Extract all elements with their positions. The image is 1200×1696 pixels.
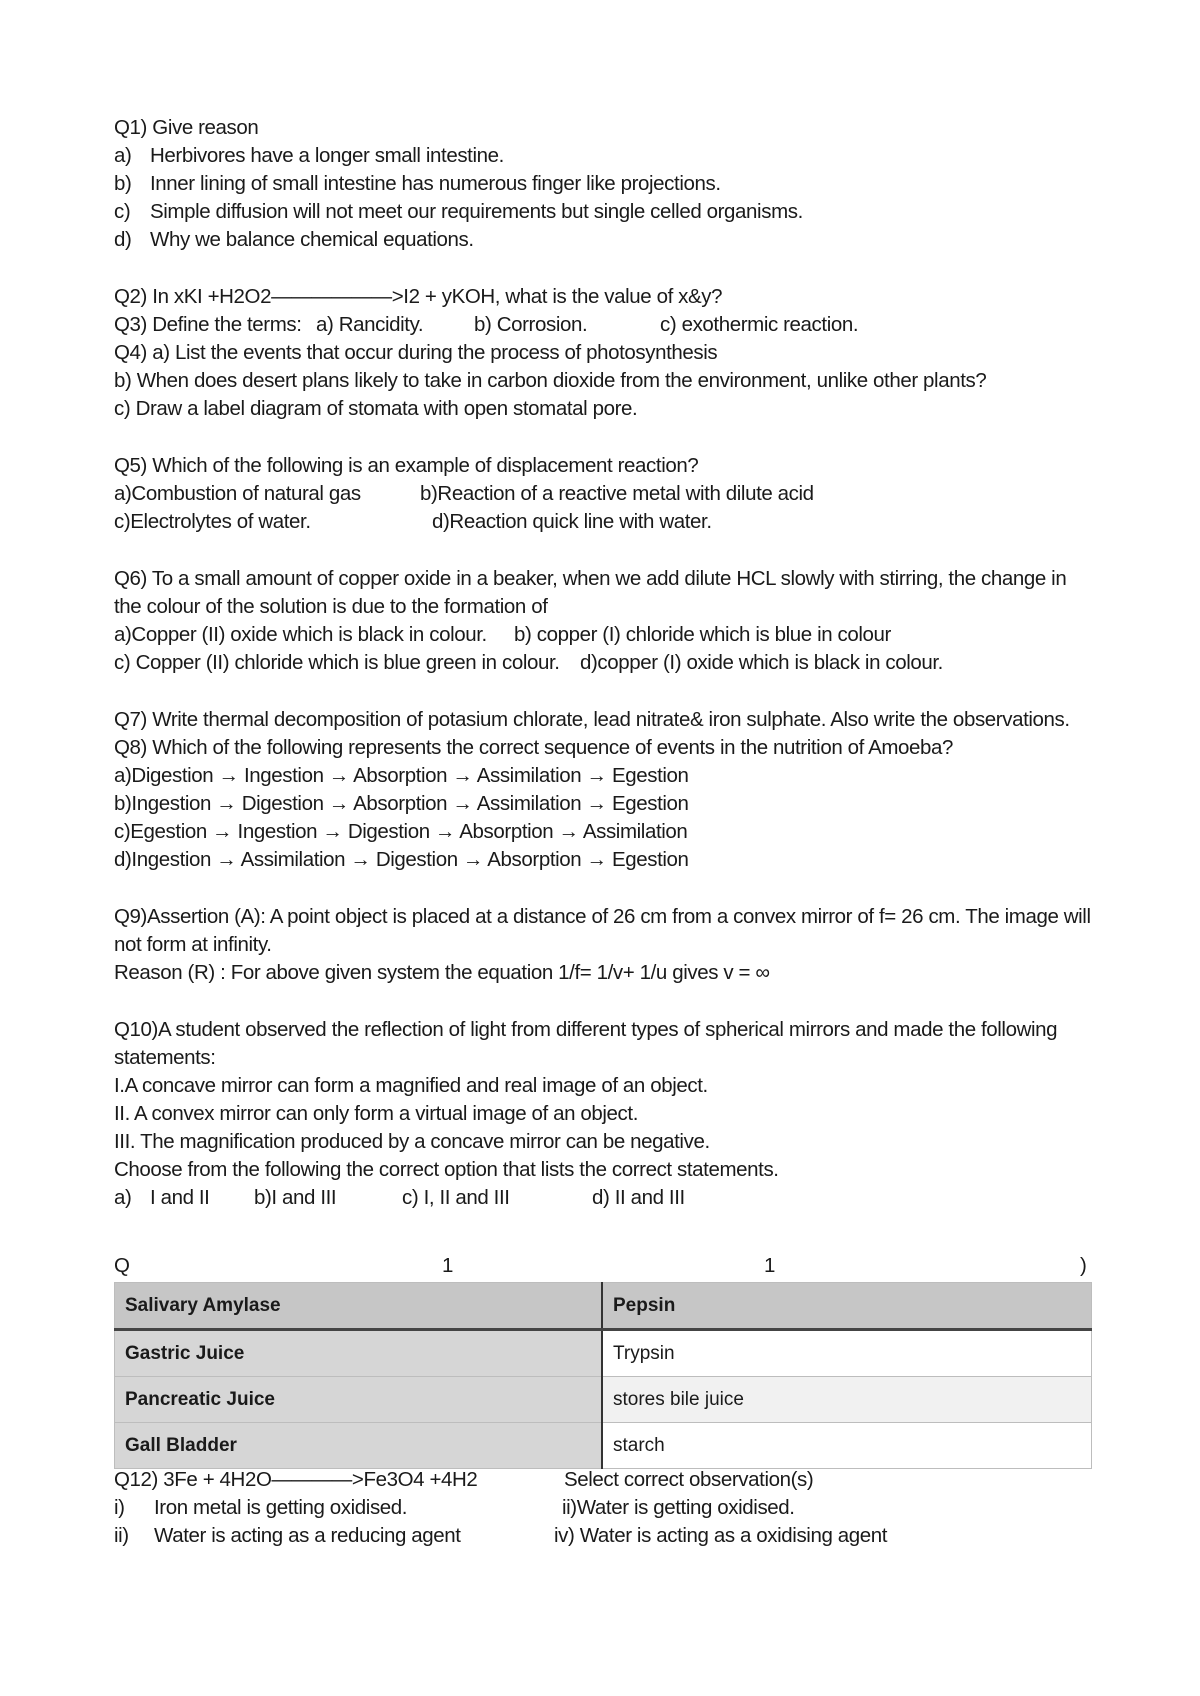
q11-label: Q	[114, 1254, 130, 1277]
q9-reason: Reason (R) : For above given system the equation 1/f= 1/v+ 1/u gives v = ∞	[114, 961, 770, 984]
q5-option-b: b)Reaction of a reactive metal with dilute acid	[420, 482, 814, 505]
table-cell-left: Gastric Juice	[115, 1330, 603, 1377]
q4-a: Q4) a) List the events that occur during the process of photosynthesis	[114, 341, 718, 364]
table-cell-right: Trypsin	[602, 1330, 1092, 1377]
table-cell-right: Pepsin	[602, 1283, 1092, 1330]
q8-option-b: b)Ingestion → Digestion → Absorption → Assimilation → Egestion	[114, 792, 689, 815]
q10-option-a-label: a)	[114, 1186, 132, 1209]
q10-question: Q10)A student observed the reflection of light from different types of spherical mirrors and made the following statements:	[114, 1018, 1058, 1069]
q8-option-c: c)Egestion → Ingestion → Digestion → Absorption → Assimilation	[114, 820, 688, 843]
q10-option-b: b)I and III	[254, 1186, 337, 1209]
q1-item-b: Inner lining of small intestine has numerous finger like projections.	[150, 172, 721, 195]
table-cell-left: Gall Bladder	[115, 1423, 603, 1469]
q1-title: Q1) Give reason	[114, 116, 259, 139]
q9-assertion: Q9)Assertion (A): A point object is placed at a distance of 26 cm from a convex mirror of f= 26 cm. The image will not form at infinity.	[114, 905, 1091, 956]
q4-b: b) When does desert plans likely to take in carbon dioxide from the environment, unlike other plants?	[114, 369, 987, 392]
q5-option-a: a)Combustion of natural gas	[114, 482, 361, 505]
q5-question: Q5) Which of the following is an example of displacement reaction?	[114, 454, 699, 477]
q11-marker-1: 1	[442, 1254, 454, 1277]
q12-option-i: Iron metal is getting oxidised.	[154, 1496, 408, 1519]
table-row	[115, 1283, 1092, 1330]
match-table	[114, 1282, 1092, 1469]
q6-option-d: d)copper (I) oxide which is black in colour.	[580, 651, 943, 674]
q2-text: Q2) In xKI +H2O2——————>I2 + yKOH, what is the value of x&y?	[114, 285, 723, 308]
q3-c: c) exothermic reaction.	[660, 313, 859, 336]
q3-a: a) Rancidity.	[316, 313, 424, 336]
q12-option-ii: ii)Water is getting oxidised.	[562, 1496, 795, 1519]
q12-option-iii: Water is acting as a reducing agent	[154, 1524, 461, 1547]
table-cell-right: stores bile juice	[602, 1377, 1092, 1423]
q3-lead: Q3) Define the terms:	[114, 313, 302, 336]
q10-statement-3: III. The magnification produced by a concave mirror can be negative.	[114, 1130, 710, 1153]
q12-option-i-label: i)	[114, 1496, 125, 1519]
q10-option-d: d) II and III	[592, 1186, 685, 1209]
table-cell-left: Pancreatic Juice	[115, 1377, 603, 1423]
q12-option-iv: iv) Water is acting as a oxidising agent	[554, 1524, 888, 1547]
q11-close-paren: )	[1080, 1254, 1087, 1277]
table-row	[115, 1423, 1092, 1469]
q11-marker-2: 1	[764, 1254, 776, 1277]
q6-option-c: c) Copper (II) chloride which is blue green in colour.	[114, 651, 560, 674]
q3-b: b) Corrosion.	[474, 313, 588, 336]
q1-item-a-label: a)	[114, 144, 132, 167]
table-cell-right: starch	[602, 1423, 1092, 1469]
q4-c: c) Draw a label diagram of stomata with open stomatal pore.	[114, 397, 638, 420]
q8-option-a: a)Digestion → Ingestion → Absorption → Assimilation → Egestion	[114, 764, 689, 787]
q1-item-c: Simple diffusion will not meet our requirements but single celled organisms.	[150, 200, 803, 223]
q10-option-a: I and II	[150, 1186, 210, 1209]
q12-prompt: Select correct observation(s)	[564, 1468, 814, 1491]
q5-option-c: c)Electrolytes of water.	[114, 510, 311, 533]
q10-statement-1: I.A concave mirror can form a magnified and real image of an object.	[114, 1074, 708, 1097]
q6-option-b: b) copper (I) chloride which is blue in colour	[514, 623, 891, 646]
q5-option-d: d)Reaction quick line with water.	[432, 510, 712, 533]
q1-item-d-label: d)	[114, 228, 132, 251]
q8-question: Q8) Which of the following represents the correct sequence of events in the nutrition of Amoeba?	[114, 736, 954, 759]
q12-option-iii-label: ii)	[114, 1524, 129, 1547]
q6-question: Q6) To a small amount of copper oxide in a beaker, when we add dilute HCL slowly with stirring, the change in the colour of the solution is due to the formation of	[114, 567, 1067, 618]
q10-statement-2: II. A convex mirror can only form a virtual image of an object.	[114, 1102, 638, 1125]
q8-option-d: d)Ingestion → Assimilation → Digestion → Absorption → Egestion	[114, 848, 689, 871]
q7-text: Q7) Write thermal decomposition of potasium chlorate, lead nitrate& iron sulphate. Also write the observations.	[114, 708, 1070, 731]
table-row	[115, 1330, 1092, 1377]
q12-equation: Q12) 3Fe + 4H2O————>Fe3O4 +4H2	[114, 1468, 478, 1491]
q10-instruction: Choose from the following the correct option that lists the correct statements.	[114, 1158, 779, 1181]
q1-item-b-label: b)	[114, 172, 132, 195]
q1-item-a: Herbivores have a longer small intestine.	[150, 144, 504, 167]
table-cell-left: Salivary Amylase	[115, 1283, 603, 1330]
q1-item-c-label: c)	[114, 200, 131, 223]
table-row	[115, 1377, 1092, 1423]
q10-option-c: c) I, II and III	[402, 1186, 510, 1209]
q1-item-d: Why we balance chemical equations.	[150, 228, 474, 251]
q6-option-a: a)Copper (II) oxide which is black in colour.	[114, 623, 487, 646]
